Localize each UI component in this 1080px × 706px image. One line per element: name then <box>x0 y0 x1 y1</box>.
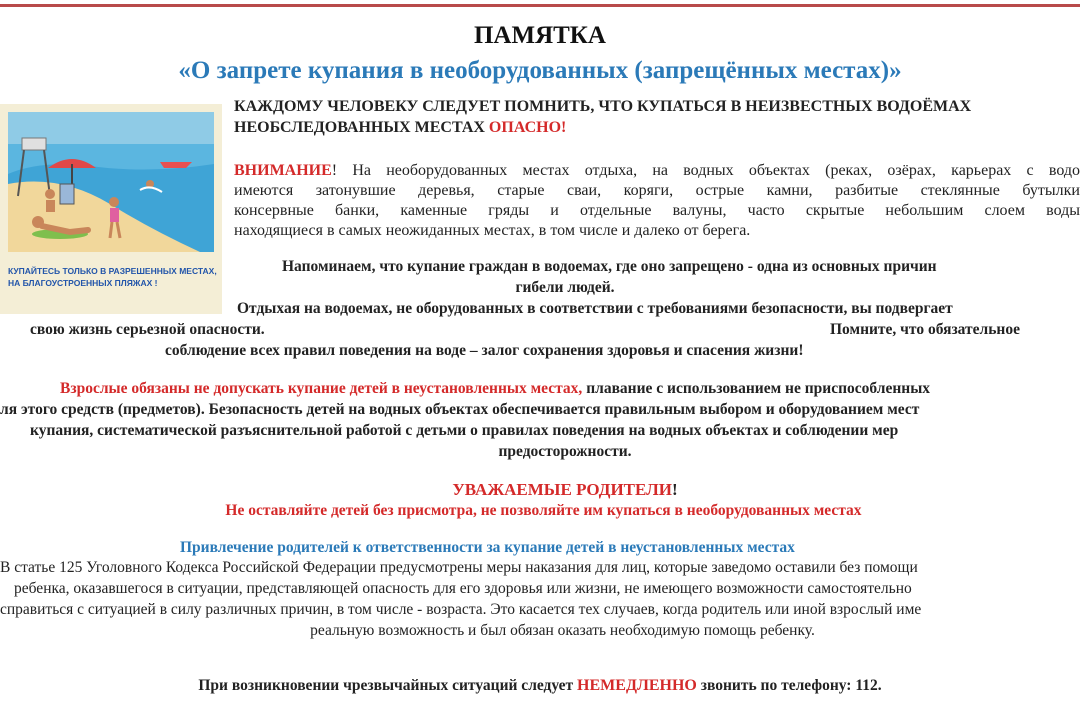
adults-line-2: ля этого средств (предметов). Безопасность детей на водных объектах обеспечивается правильным выбором и оборудованием мест <box>0 401 920 418</box>
reminder-line-2: гибели людей. <box>515 279 615 296</box>
liability-line-1: В статье 125 Уголовного Кодекса Российской Федерации предусмотрены меры наказания для лиц, которые заведомо оставили без помощи <box>0 559 918 576</box>
adults-duty-text: Взрослые обязаны не допускать купание детей в неустановленных местах, <box>60 380 583 397</box>
reminder-line-4-left: свою жизнь серьезной опасности. <box>30 321 265 338</box>
illustration-caption-line2: НА БЛАГОУСТРОЕННЫХ ПЛЯЖАХ ! <box>8 278 158 288</box>
reminder-line-4-right: Помните, что обязательное <box>830 321 1020 338</box>
intro-line-2: НЕОБСЛЕДОВАННЫХ МЕСТАХ ОПАСНО! <box>234 119 567 136</box>
liability-line-3: справиться с ситуацией в силу различных причин, в том числе - возраста. Это касается тех случаев, когда родитель или иной взрослый име <box>0 601 922 618</box>
reminder-line-1: Напоминаем, что купание граждан в водоемах, где оно запрещено - одна из основных причин <box>282 258 937 275</box>
emergency-line: При возникновении чрезвычайных ситуаций следует НЕМЕДЛЕННО звонить по телефону: 112. <box>198 677 882 694</box>
liability-heading: Привлечение родителей к ответственности за купание детей в неустановленных местах <box>180 539 795 556</box>
warning-label: ВНИМАНИЕ <box>234 162 332 179</box>
adults-line-3: купания, систематической разъяснительной работой с детьми о правилах поведения на водных объектах и соблюдении мер <box>30 422 899 439</box>
top-border-line <box>0 4 1080 7</box>
intro-line-1: КАЖДОМУ ЧЕЛОВЕКУ СЛЕДУЕТ ПОМНИТЬ, ЧТО КУПАТЬСЯ В НЕИЗВЕСТНЫХ ВОДОЁМАХ <box>234 98 972 115</box>
danger-word: ОПАСНО! <box>488 119 567 136</box>
liability-line-2: ребенка, оказавшегося в ситуации, представляющей опасность для его здоровья или жизни, не имеющего возможности самостоятельно <box>14 580 912 597</box>
reminder-line-3: Отдыхая на водоемах, не оборудованных в соответствии с требованиями безопасности, вы подвергает <box>237 300 953 317</box>
adults-line-1: Взрослые обязаны не допускать купание детей в неустановленных местах, плавание с использованием не приспособленных <box>60 380 931 397</box>
liability-line-4: реальную возможность и был обязан оказать необходимую помощь ребенку. <box>310 622 815 639</box>
warning-line-3: консервные банки, каменные гряды и отдельные валуны, часто скрытые небольшим слоем воды <box>234 202 1080 219</box>
reminder-line-5: соблюдение всех правил поведения на воде – залог сохранения здоровья и спасения жизни! <box>165 342 804 359</box>
warning-line-1: ВНИМАНИЕ! На необорудованных местах отдыха, на водных объектах (реках, озёрах, карьерах с водо <box>234 162 1080 179</box>
warning-line-4: находящиеся в самых неожиданных местах, в том числе и далеко от берега. <box>234 222 751 239</box>
parents-warning-line: Не оставляйте детей без присмотра, не позволяйте им купаться в необорудованных местах <box>225 502 862 519</box>
parents-heading: УВАЖАЕМЫЕ РОДИТЕЛИ! <box>452 480 678 499</box>
adults-line-4: предосторожности. <box>498 443 632 460</box>
page-subtitle: «О запрете купания в необоруд⁠ованных (запрещённых местах)» <box>178 57 902 84</box>
illustration-caption-line1: КУПАЙТЕСЬ ТОЛЬКО В РАЗРЕШЕННЫХ МЕСТАХ, <box>8 266 217 276</box>
page-title: ПАМЯТКА <box>473 22 606 49</box>
warning-line-2: имеются затонувшие деревья, старые сваи, коряги, острые камни, разбитые стеклянные бутылки <box>234 182 1080 199</box>
immediately-word: НЕМЕДЛЕННО <box>577 677 697 694</box>
